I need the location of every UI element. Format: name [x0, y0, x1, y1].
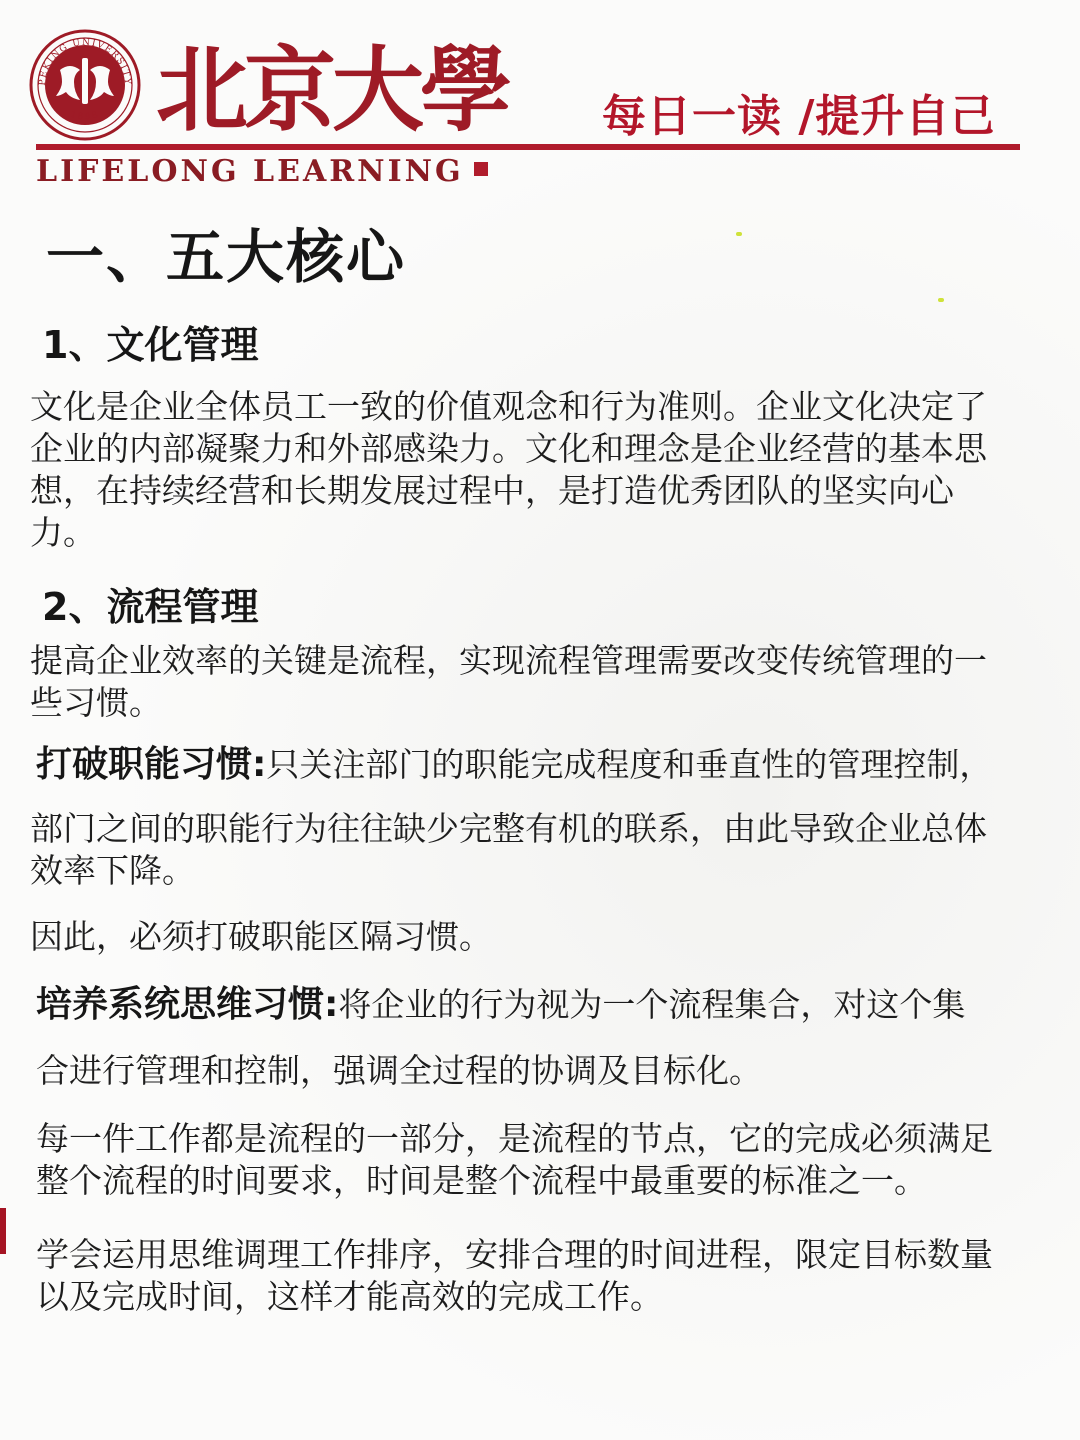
decorative-speck	[736, 232, 742, 236]
systems-thinking-line	[36, 984, 1056, 1026]
wordmark-text: 北京大學	[156, 36, 509, 144]
seal-text-top: PEKING UNIVERSITY	[37, 37, 133, 87]
edge-red-mark	[0, 1208, 6, 1254]
break-functional-habit-first: 只关注部门的职能完成程度和垂直性的管理控制，	[266, 745, 993, 784]
article-title: 一、五大核心	[46, 223, 407, 291]
header-divider	[36, 144, 1020, 150]
seal-year: 1898	[68, 109, 102, 123]
break-functional-habit-lead: 打破职能习惯:	[36, 744, 267, 785]
process-intro-paragraph: 提高企业效率的关键是流程，实现流程管理需要改变传统管理的一些习惯。	[30, 641, 987, 722]
systems-thinking-first: 将企业的行为视为一个流程集合，对这个集	[338, 985, 966, 1024]
lifelong-learning-text: LIFELONG LEARNING	[36, 154, 464, 189]
decorative-speck	[938, 298, 944, 302]
process-node-paragraph: 每一件工作都是流程的一部分，是流程的节点，它的完成必须满足整个流程的时间要求，时间是整个流程中最重要的标准之一。	[36, 1119, 993, 1200]
systems-thinking-rest: 合进行管理和控制，强调全过程的协调及目标化。	[36, 1051, 762, 1090]
work-scheduling-paragraph: 学会运用思维调理工作排序，安排合理的时间进程，限定目标数量以及完成时间，这样才能高效的完成工作。	[36, 1235, 993, 1316]
section-heading-process: 2、流程管理	[42, 585, 259, 629]
section-heading-culture: 1、文化管理	[42, 323, 259, 367]
peking-university-seal-logo	[28, 28, 142, 142]
break-functional-habit-line	[36, 744, 1056, 786]
peking-university-wordmark-logo	[156, 26, 516, 146]
break-functional-conclusion: 因此，必须打破职能区隔习惯。	[30, 917, 492, 956]
lifelong-learning-label	[36, 154, 488, 189]
square-bullet-icon	[474, 162, 488, 176]
systems-thinking-lead: 培养系统思维习惯:	[36, 984, 339, 1025]
culture-paragraph: 文化是企业全体员工一致的价值观念和行为准则。企业文化决定了企业的内部凝聚力和外部感染力。文化和理念是企业经营的基本思想，在持续经营和长期发展过程中，是打造优秀团队的坚实向心力。	[30, 387, 987, 552]
break-functional-habit-rest: 部门之间的职能行为往往缺少完整有机的联系，由此导致企业总体效率下降。	[30, 809, 987, 890]
header	[28, 22, 1028, 192]
daily-read-tagline: 每日一读 /提升自己	[602, 91, 996, 142]
